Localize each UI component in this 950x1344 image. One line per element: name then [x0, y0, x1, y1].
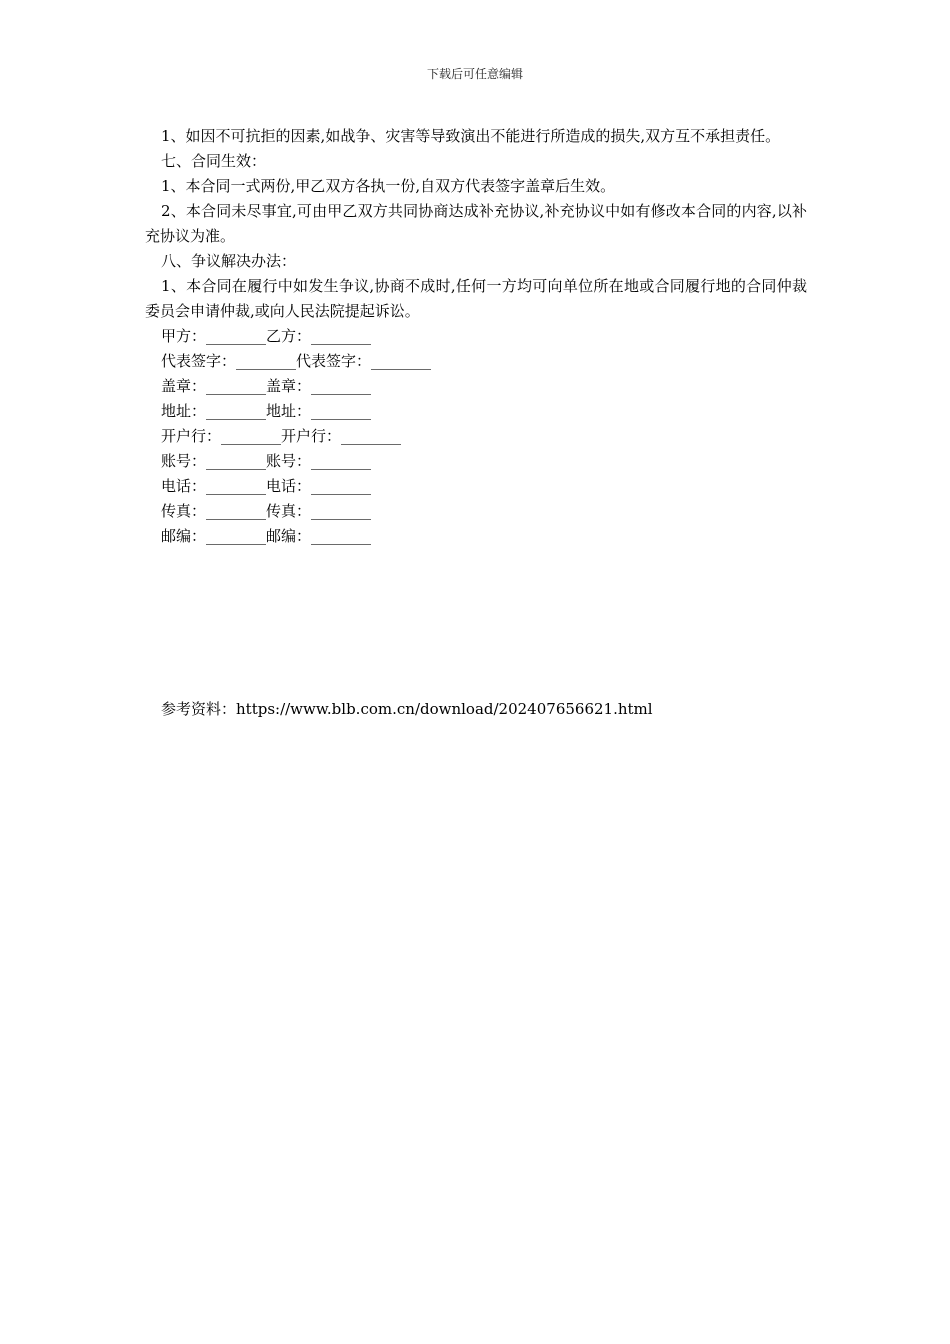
reference-link: 参考资料：https://www.blb.com.cn/download/202407656621.html — [161, 700, 653, 718]
signature-line-account: 账号：________账号：________ — [161, 452, 372, 470]
signature-line-seal: 盖章：________盖章：________ — [161, 377, 372, 395]
section-heading-effectiveness: 七、合同生效： — [161, 152, 267, 170]
signature-line-party: 甲方：________乙方：________ — [161, 327, 372, 345]
signature-line-phone: 电话：________电话：________ — [161, 477, 372, 495]
signature-line-fax: 传真：________传真：________ — [161, 502, 372, 520]
signature-block — [145, 324, 807, 549]
signature-line-address: 地址：________地址：________ — [161, 402, 372, 420]
contract-body — [145, 124, 807, 549]
signature-line-representative: 代表签字：________代表签字：________ — [161, 352, 432, 370]
signature-line-postcode: 邮编：________邮编：________ — [161, 527, 372, 545]
clause-arbitration: 1、本合同在履行中如发生争议,协商不成时,任何一方均可向单位所在地或合同履行地的合同仲裁委员会申请仲裁,或向人民法院提起诉讼。 — [145, 277, 807, 320]
page-header: 下载后可任意编辑 — [426, 67, 523, 81]
clause-supplement: 2、本合同未尽事宜,可由甲乙双方共同协商达成补充协议,补充协议中如有修改本合同的内容,以补充协议为准。 — [145, 202, 807, 245]
clause-copies: 1、本合同一式两份,甲乙双方各执一份,自双方代表签字盖章后生效。 — [161, 177, 616, 195]
section-heading-dispute: 八、争议解决办法： — [161, 252, 297, 270]
signature-line-bank: 开户行：________开户行：________ — [161, 427, 402, 445]
clause-force-majeure: 1、如因不可抗拒的因素,如战争、灾害等导致演出不能进行所造成的损失,双方互不承担责任。 — [161, 127, 781, 145]
